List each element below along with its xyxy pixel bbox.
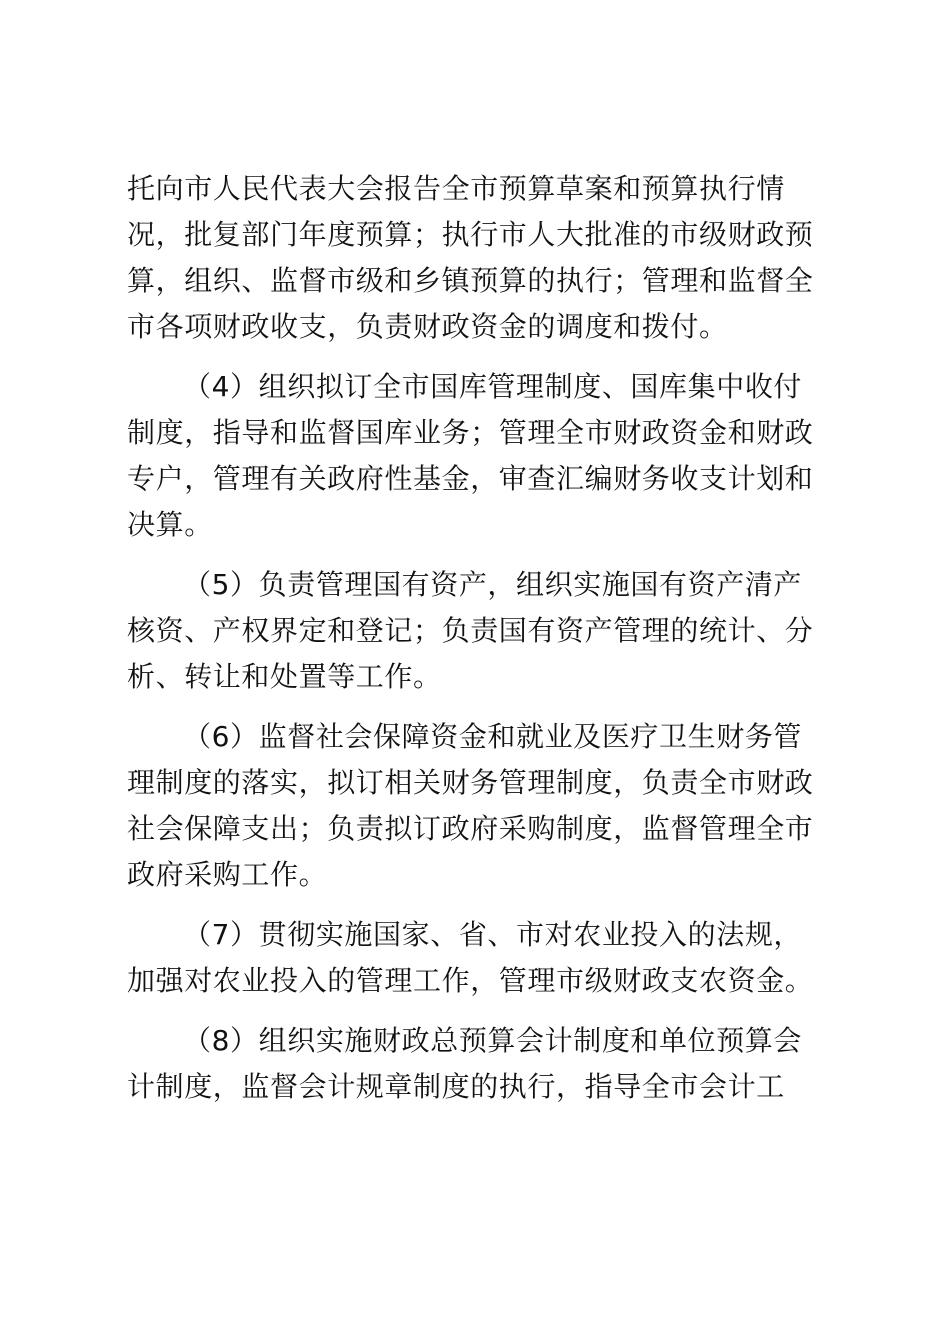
text-line: （6）监督社会保障资金和就业及医疗卫生财务管 [183, 720, 803, 753]
text-line: （4）组织拟订全市国库管理制度、国库集中收付 [183, 370, 803, 403]
paragraph-item-5 [127, 562, 833, 700]
paragraph-item-4 [127, 364, 833, 548]
text-line: 决算。 [127, 508, 213, 541]
text-line: （8）组织实施财政总预算会计制度和单位预算会 [183, 1024, 803, 1057]
text-line: 理制度的落实，拟订相关财务管理制度，负责全市财政 [127, 766, 814, 799]
text-line: 算，组织、监督市级和乡镇预算的执行；管理和监督全 [127, 264, 814, 297]
text-line: 专户，管理有关政府性基金，审查汇编财务收支计划和 [127, 462, 814, 495]
paragraph-item-6 [127, 714, 833, 898]
text-line: （7）贯彻实施国家、省、市对农业投入的法规， [183, 918, 803, 951]
text-line: 加强对农业投入的管理工作，管理市级财政支农资金。 [127, 964, 814, 997]
text-line: 社会保障支出；负责拟订政府采购制度，监督管理全市 [127, 812, 814, 845]
text-line: 托向市人民代表大会报告全市预算草案和预算执行情 [127, 172, 785, 205]
text-line: （5）负责管理国有资产，组织实施国有资产清产 [183, 568, 803, 601]
text-line: 制度，指导和监督国库业务；管理全市财政资金和财政 [127, 416, 814, 449]
text-line: 市各项财政收支，负责财政资金的调度和拨付。 [127, 310, 728, 343]
text-line: 计制度，监督会计规章制度的执行，指导全市会计工 [127, 1070, 785, 1103]
paragraph-item-7 [127, 912, 833, 1004]
document-body [127, 166, 833, 1124]
text-line: 政府采购工作。 [127, 858, 328, 891]
text-line: 况，批复部门年度预算；执行市人大批准的市级财政预 [127, 218, 814, 251]
text-line: 核资、产权界定和登记；负责国有资产管理的统计、分 [127, 614, 814, 647]
text-line: 析、转让和处置等工作。 [127, 660, 442, 693]
paragraph-budget-continuation [127, 166, 833, 350]
paragraph-item-8 [127, 1018, 833, 1110]
